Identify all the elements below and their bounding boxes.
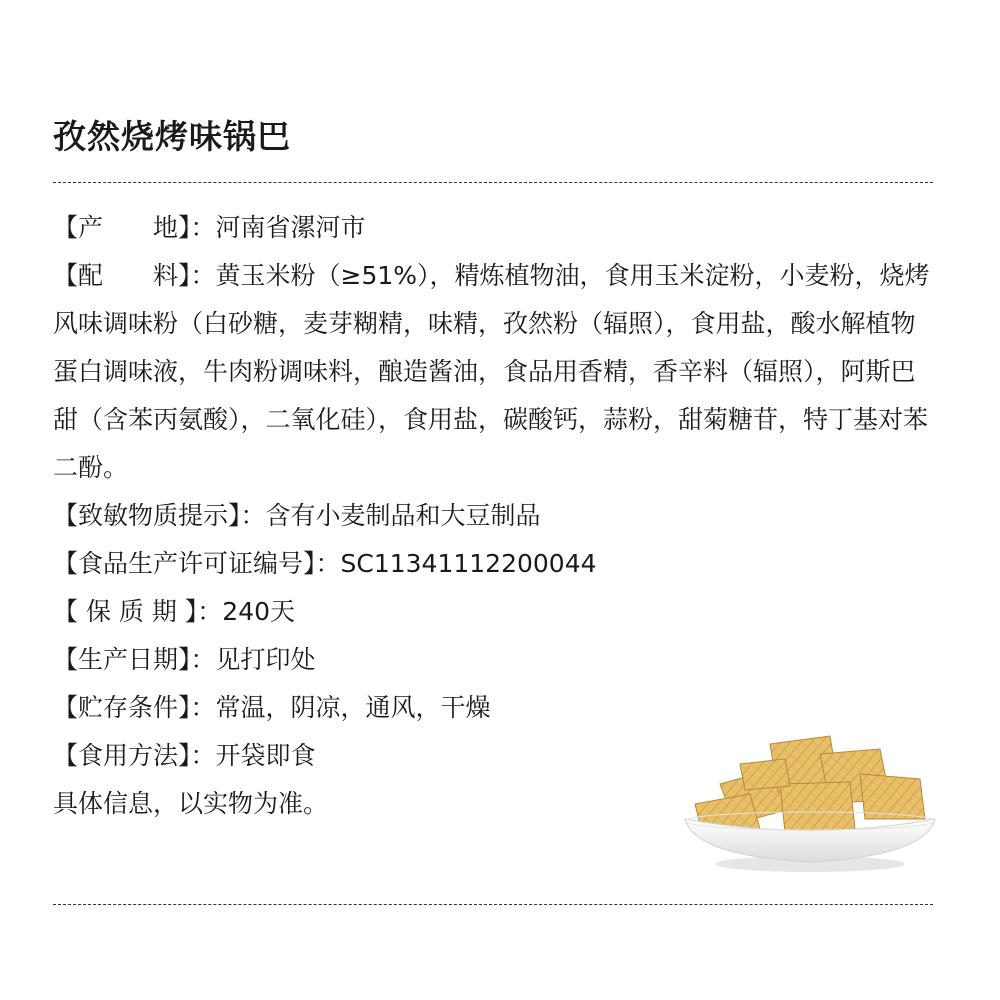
origin-label: 【产 地】： xyxy=(53,213,216,242)
product-title: 孜然烧烤味锅巴 xyxy=(53,117,291,156)
ingredients-value: 黄玉米粉（≥51%），精炼植物油，食用玉米淀粉，小麦粉，烧烤风味调味粉（白砂糖，麦芽糊精，味精，孜然粉（辐照），食用盐，酸水解植物蛋白调味液，牛肉粉调味料，酿造酱油，食品用香精，香辛料（辐照），阿斯巴甜（含苯丙氨酸），二氧化硅），食用盐，碳酸钙，蒜粉，甜菊糖苷，特丁基对苯二酚。 xyxy=(53,261,930,482)
storage-label: 【贮存条件】： xyxy=(53,693,216,722)
top-divider xyxy=(53,182,933,183)
bottom-divider xyxy=(53,904,933,905)
bowl-of-crackers-icon xyxy=(680,724,940,874)
storage-value: 常温，阴凉，通风，干燥 xyxy=(215,693,491,722)
usage-label: 【食用方法】： xyxy=(53,741,216,770)
origin-row xyxy=(53,204,938,252)
ingredients-row xyxy=(53,252,938,492)
production-date-label: 【生产日期】： xyxy=(53,645,216,674)
ingredients-label: 【配 料】： xyxy=(53,261,216,290)
production-date-row xyxy=(53,636,938,684)
disclaimer-note: 具体信息，以实物为准。 xyxy=(53,789,329,818)
origin-value: 河南省漯河市 xyxy=(215,213,366,242)
shelf-life-label: 【 保 质 期 】： xyxy=(53,597,223,626)
allergen-row xyxy=(53,492,938,540)
shelf-life-row xyxy=(53,588,938,636)
license-label: 【食品生产许可证编号】： xyxy=(53,549,341,578)
allergen-label: 【致敏物质提示】： xyxy=(53,501,266,530)
production-date-value: 见打印处 xyxy=(215,645,316,674)
usage-value: 开袋即食 xyxy=(215,741,316,770)
license-value: SC11341112200044 xyxy=(340,549,597,578)
license-row xyxy=(53,540,938,588)
allergen-value: 含有小麦制品和大豆制品 xyxy=(265,501,541,530)
shelf-life-value: 240天 xyxy=(222,597,296,626)
